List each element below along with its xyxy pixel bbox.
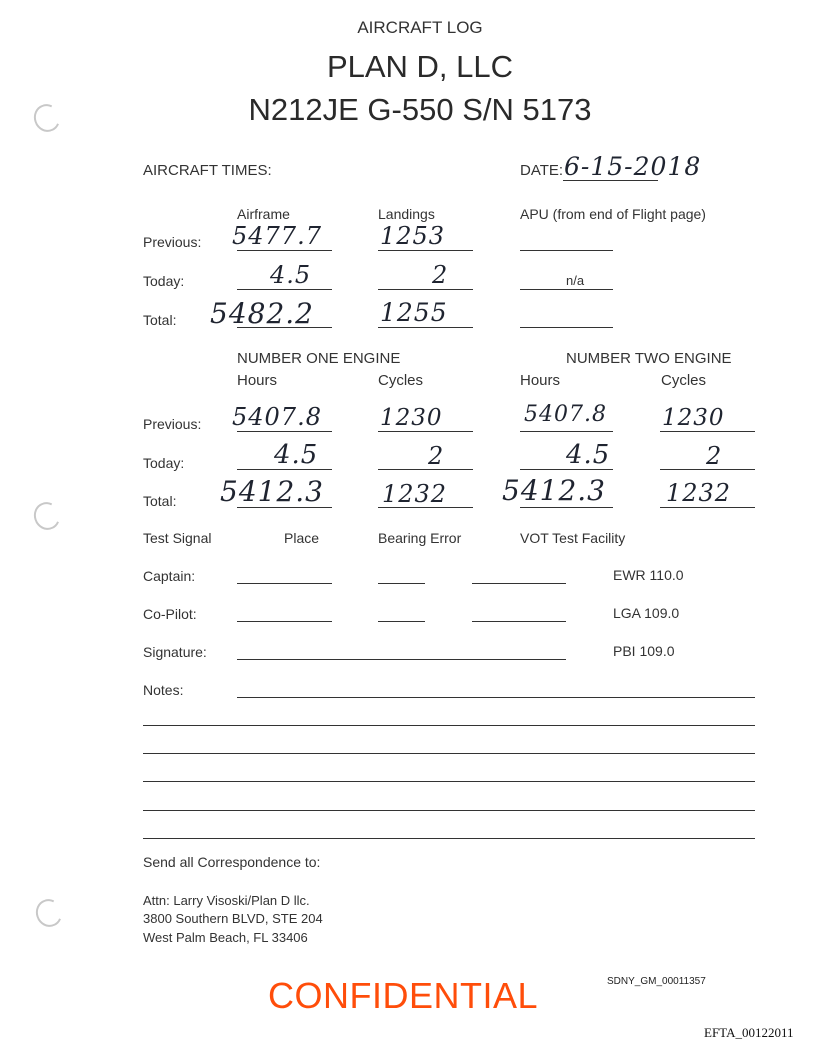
date-value: 6-15-2018 <box>564 152 702 181</box>
engine-two-hours-today: 4.5 <box>566 440 611 470</box>
landings-previous-line <box>378 250 473 251</box>
notes-line-1 <box>237 697 755 698</box>
captain-facility-line <box>472 583 566 584</box>
bates-number: SDNY_GM_00011357 <box>607 976 706 987</box>
signature-label: Signature: <box>143 644 207 660</box>
bearing-error-header: Bearing Error <box>378 530 462 546</box>
signature-line <box>237 659 566 660</box>
engine-two-hours-previous: 5407.8 <box>524 402 607 427</box>
notes-label: Notes: <box>143 682 184 698</box>
place-header: Place <box>284 530 320 546</box>
date-label: DATE: <box>520 162 564 179</box>
notes-line-3 <box>143 753 755 754</box>
apu-previous-line <box>520 250 613 251</box>
engine-one-cycles-previous-line <box>378 431 473 432</box>
punch-hole-middle <box>30 498 64 533</box>
captain-label: Captain: <box>143 568 196 584</box>
landings-header: Landings <box>378 206 435 222</box>
engine-row-label-today: Today: <box>143 455 185 471</box>
engine-two-hours-header: Hours <box>520 372 561 389</box>
engine-two-hours-total-line <box>520 507 613 508</box>
airframe-previous: 5477.7 <box>232 222 322 250</box>
landings-total: 1255 <box>380 298 448 327</box>
engine-two-hours-today-line <box>520 469 613 470</box>
address-line-1: Attn: Larry Visoski/Plan D llc. <box>143 893 310 908</box>
engine-one-hours-today: 4.5 <box>274 440 319 470</box>
engine-two-cycles-header: Cycles <box>661 372 707 389</box>
notes-line-2 <box>143 725 755 726</box>
apu-today-value: n/a <box>566 273 585 288</box>
engine-two-cycles-previous: 1230 <box>662 405 725 431</box>
notes-line-5 <box>143 810 755 811</box>
company-name: PLAN D, LLC <box>326 49 514 84</box>
engine-row-label-previous: Previous: <box>143 416 202 432</box>
copilot-place-line <box>237 621 332 622</box>
apu-today-line <box>520 289 613 290</box>
vot-lga: LGA 109.0 <box>613 605 680 621</box>
copilot-label: Co-Pilot: <box>143 606 197 622</box>
airframe-today: 4.5 <box>270 261 312 289</box>
engine-one-cycles-today-line <box>378 469 473 470</box>
engine-two-hours-previous-line <box>520 431 613 432</box>
landings-today-line <box>378 289 473 290</box>
captain-bearing-line <box>378 583 425 584</box>
engine-one-hours-previous: 5407.8 <box>232 403 322 431</box>
airframe-previous-line <box>237 250 332 251</box>
document-title: AIRCRAFT LOG <box>357 18 483 37</box>
punch-hole-bottom <box>32 895 66 930</box>
vot-test-facility-header: VOT Test Facility <box>520 530 626 546</box>
engine-one-hours-previous-line <box>237 431 332 432</box>
engine-one-title: NUMBER ONE ENGINE <box>237 350 401 367</box>
airframe-total-line <box>237 327 332 328</box>
engine-one-hours-total-line <box>237 507 332 508</box>
landings-total-line <box>378 327 473 328</box>
apu-total-line <box>520 327 613 328</box>
landings-previous: 1253 <box>380 222 446 250</box>
captain-place-line <box>237 583 332 584</box>
aircraft-identifier: N212JE G-550 S/N 5173 <box>248 92 592 127</box>
engine-two-cycles-today-line <box>660 469 755 470</box>
engine-two-cycles-total: 1232 <box>666 479 732 507</box>
engine-one-hours-total: 5412.3 <box>220 475 324 508</box>
copilot-facility-line <box>472 621 566 622</box>
airframe-total: 5482.2 <box>210 297 314 330</box>
test-signal-header: Test Signal <box>143 530 212 546</box>
row-label-previous: Previous: <box>143 234 202 250</box>
engine-one-cycles-today: 2 <box>428 442 445 470</box>
vot-pbi: PBI 109.0 <box>613 643 675 659</box>
engine-row-label-total: Total: <box>143 493 177 509</box>
row-label-today: Today: <box>143 273 185 289</box>
engine-two-hours-total: 5412.3 <box>502 474 606 507</box>
notes-line-4 <box>143 781 755 782</box>
engine-two-title: NUMBER TWO ENGINE <box>566 350 732 367</box>
confidential-stamp: CONFIDENTIAL <box>268 975 539 1016</box>
engine-one-cycles-total-line <box>378 507 473 508</box>
address-line-2: 3800 Southern BLVD, STE 204 <box>143 911 323 926</box>
copilot-bearing-line <box>378 621 425 622</box>
airframe-today-line <box>237 289 332 290</box>
date-underline <box>563 180 658 181</box>
engine-two-cycles-previous-line <box>660 431 755 432</box>
engine-two-cycles-total-line <box>660 507 755 508</box>
engine-one-hours-today-line <box>237 469 332 470</box>
airframe-header: Airframe <box>237 206 290 222</box>
engine-one-cycles-header: Cycles <box>378 372 424 389</box>
row-label-total: Total: <box>143 312 177 328</box>
landings-today: 2 <box>432 261 449 289</box>
notes-line-6 <box>143 838 755 839</box>
efta-number: EFTA_00122011 <box>704 1025 794 1040</box>
aircraft-times-label: AIRCRAFT TIMES: <box>143 162 272 179</box>
engine-one-cycles-total: 1232 <box>382 480 448 508</box>
engine-one-hours-header: Hours <box>237 372 278 389</box>
apu-header: APU (from end of Flight page) <box>520 206 706 222</box>
engine-two-cycles-today: 2 <box>706 442 723 470</box>
correspondence-label: Send all Correspondence to: <box>143 854 321 870</box>
address-line-3: West Palm Beach, FL 33406 <box>143 930 308 945</box>
engine-one-cycles-previous: 1230 <box>380 405 443 431</box>
vot-ewr: EWR 110.0 <box>613 567 684 583</box>
